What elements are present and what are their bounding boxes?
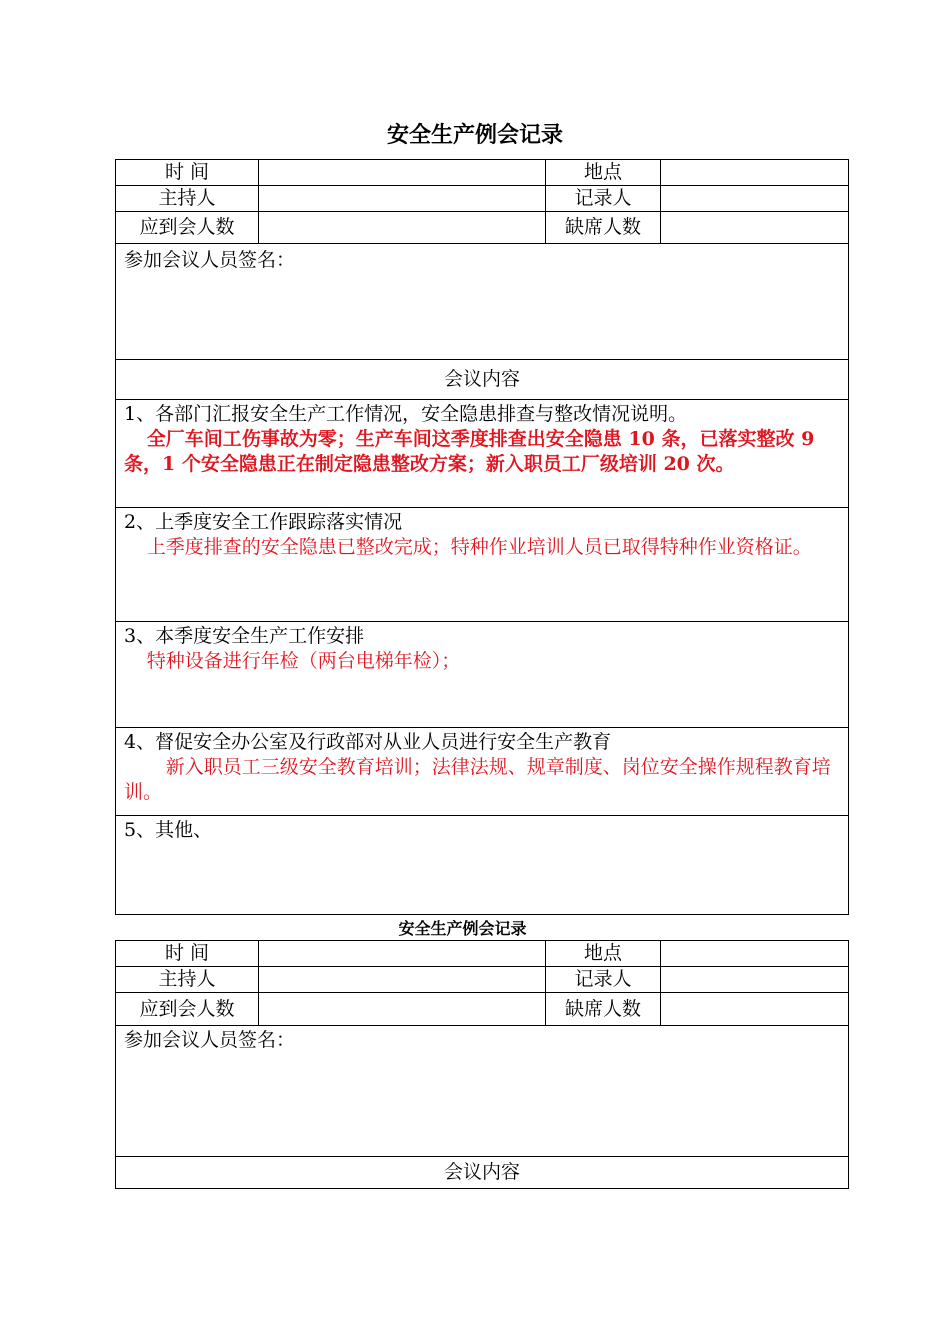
place-field[interactable] bbox=[661, 941, 849, 967]
host-label: 主持人 bbox=[116, 967, 259, 993]
item-2 bbox=[116, 508, 849, 622]
item-4-detail: 新入职员工三级安全教育培训；法律法规、规章制度、岗位安全操作规程教育培训。 bbox=[124, 756, 831, 803]
recorder-field[interactable] bbox=[661, 967, 849, 993]
item-1-detail: 全厂车间工伤事故为零；生产车间这季度排查出安全隐患 10 条，已落实整改 9 条，1 个安全隐患正在制定隐患整改方案；新入职员工厂级培训 20 次。 bbox=[124, 428, 815, 475]
host-label: 主持人 bbox=[116, 186, 259, 212]
time-label: 时 间 bbox=[116, 160, 259, 186]
content-header: 会议内容 bbox=[116, 1157, 849, 1189]
expected-attendance-label: 应到会人数 bbox=[116, 212, 259, 244]
recorder-field[interactable] bbox=[661, 186, 849, 212]
recorder-label: 记录人 bbox=[546, 967, 661, 993]
item-4 bbox=[116, 728, 849, 816]
item-2-heading: 2、上季度安全工作跟踪落实情况 bbox=[124, 511, 403, 533]
signature-label: 参加会议人员签名： bbox=[124, 1029, 296, 1051]
item-5-heading: 5、其他、 bbox=[124, 819, 213, 841]
expected-attendance-field[interactable] bbox=[259, 993, 546, 1026]
item-5 bbox=[116, 816, 849, 915]
place-label: 地点 bbox=[546, 941, 661, 967]
item-4-heading: 4、督促安全办公室及行政部对从业人员进行安全生产教育 bbox=[124, 731, 612, 753]
absent-count-field[interactable] bbox=[661, 993, 849, 1026]
signature-cell[interactable] bbox=[116, 244, 849, 360]
page-title: 安全生产例会记录 bbox=[386, 122, 563, 148]
place-field[interactable] bbox=[661, 160, 849, 186]
place-label: 地点 bbox=[546, 160, 661, 186]
item-3 bbox=[116, 622, 849, 728]
meeting-record-table bbox=[115, 159, 849, 915]
item-1 bbox=[116, 400, 849, 508]
meeting-record-table-2 bbox=[115, 940, 849, 1189]
signature-cell[interactable] bbox=[116, 1026, 849, 1157]
host-field[interactable] bbox=[259, 186, 546, 212]
item-3-detail: 特种设备进行年检（两台电梯年检）； bbox=[146, 650, 461, 672]
absent-count-field[interactable] bbox=[661, 212, 849, 244]
item-3-heading: 3、本季度安全生产工作安排 bbox=[124, 625, 365, 647]
recorder-label: 记录人 bbox=[546, 186, 661, 212]
expected-attendance-label: 应到会人数 bbox=[116, 993, 259, 1026]
signature-label: 参加会议人员签名： bbox=[124, 249, 296, 271]
page-title-2: 安全生产例会记录 bbox=[398, 919, 527, 938]
time-field[interactable] bbox=[259, 941, 546, 967]
content-header: 会议内容 bbox=[116, 360, 849, 400]
time-label: 时 间 bbox=[116, 941, 259, 967]
absent-count-label: 缺席人数 bbox=[546, 993, 661, 1026]
expected-attendance-field[interactable] bbox=[259, 212, 546, 244]
item-2-detail: 上季度排查的安全隐患已整改完成；特种作业培训人员已取得特种作业资格证。 bbox=[146, 536, 812, 558]
absent-count-label: 缺席人数 bbox=[546, 212, 661, 244]
item-1-heading: 1、各部门汇报安全生产工作情况，安全隐患排查与整改情况说明。 bbox=[124, 403, 688, 425]
time-field[interactable] bbox=[259, 160, 546, 186]
host-field[interactable] bbox=[259, 967, 546, 993]
